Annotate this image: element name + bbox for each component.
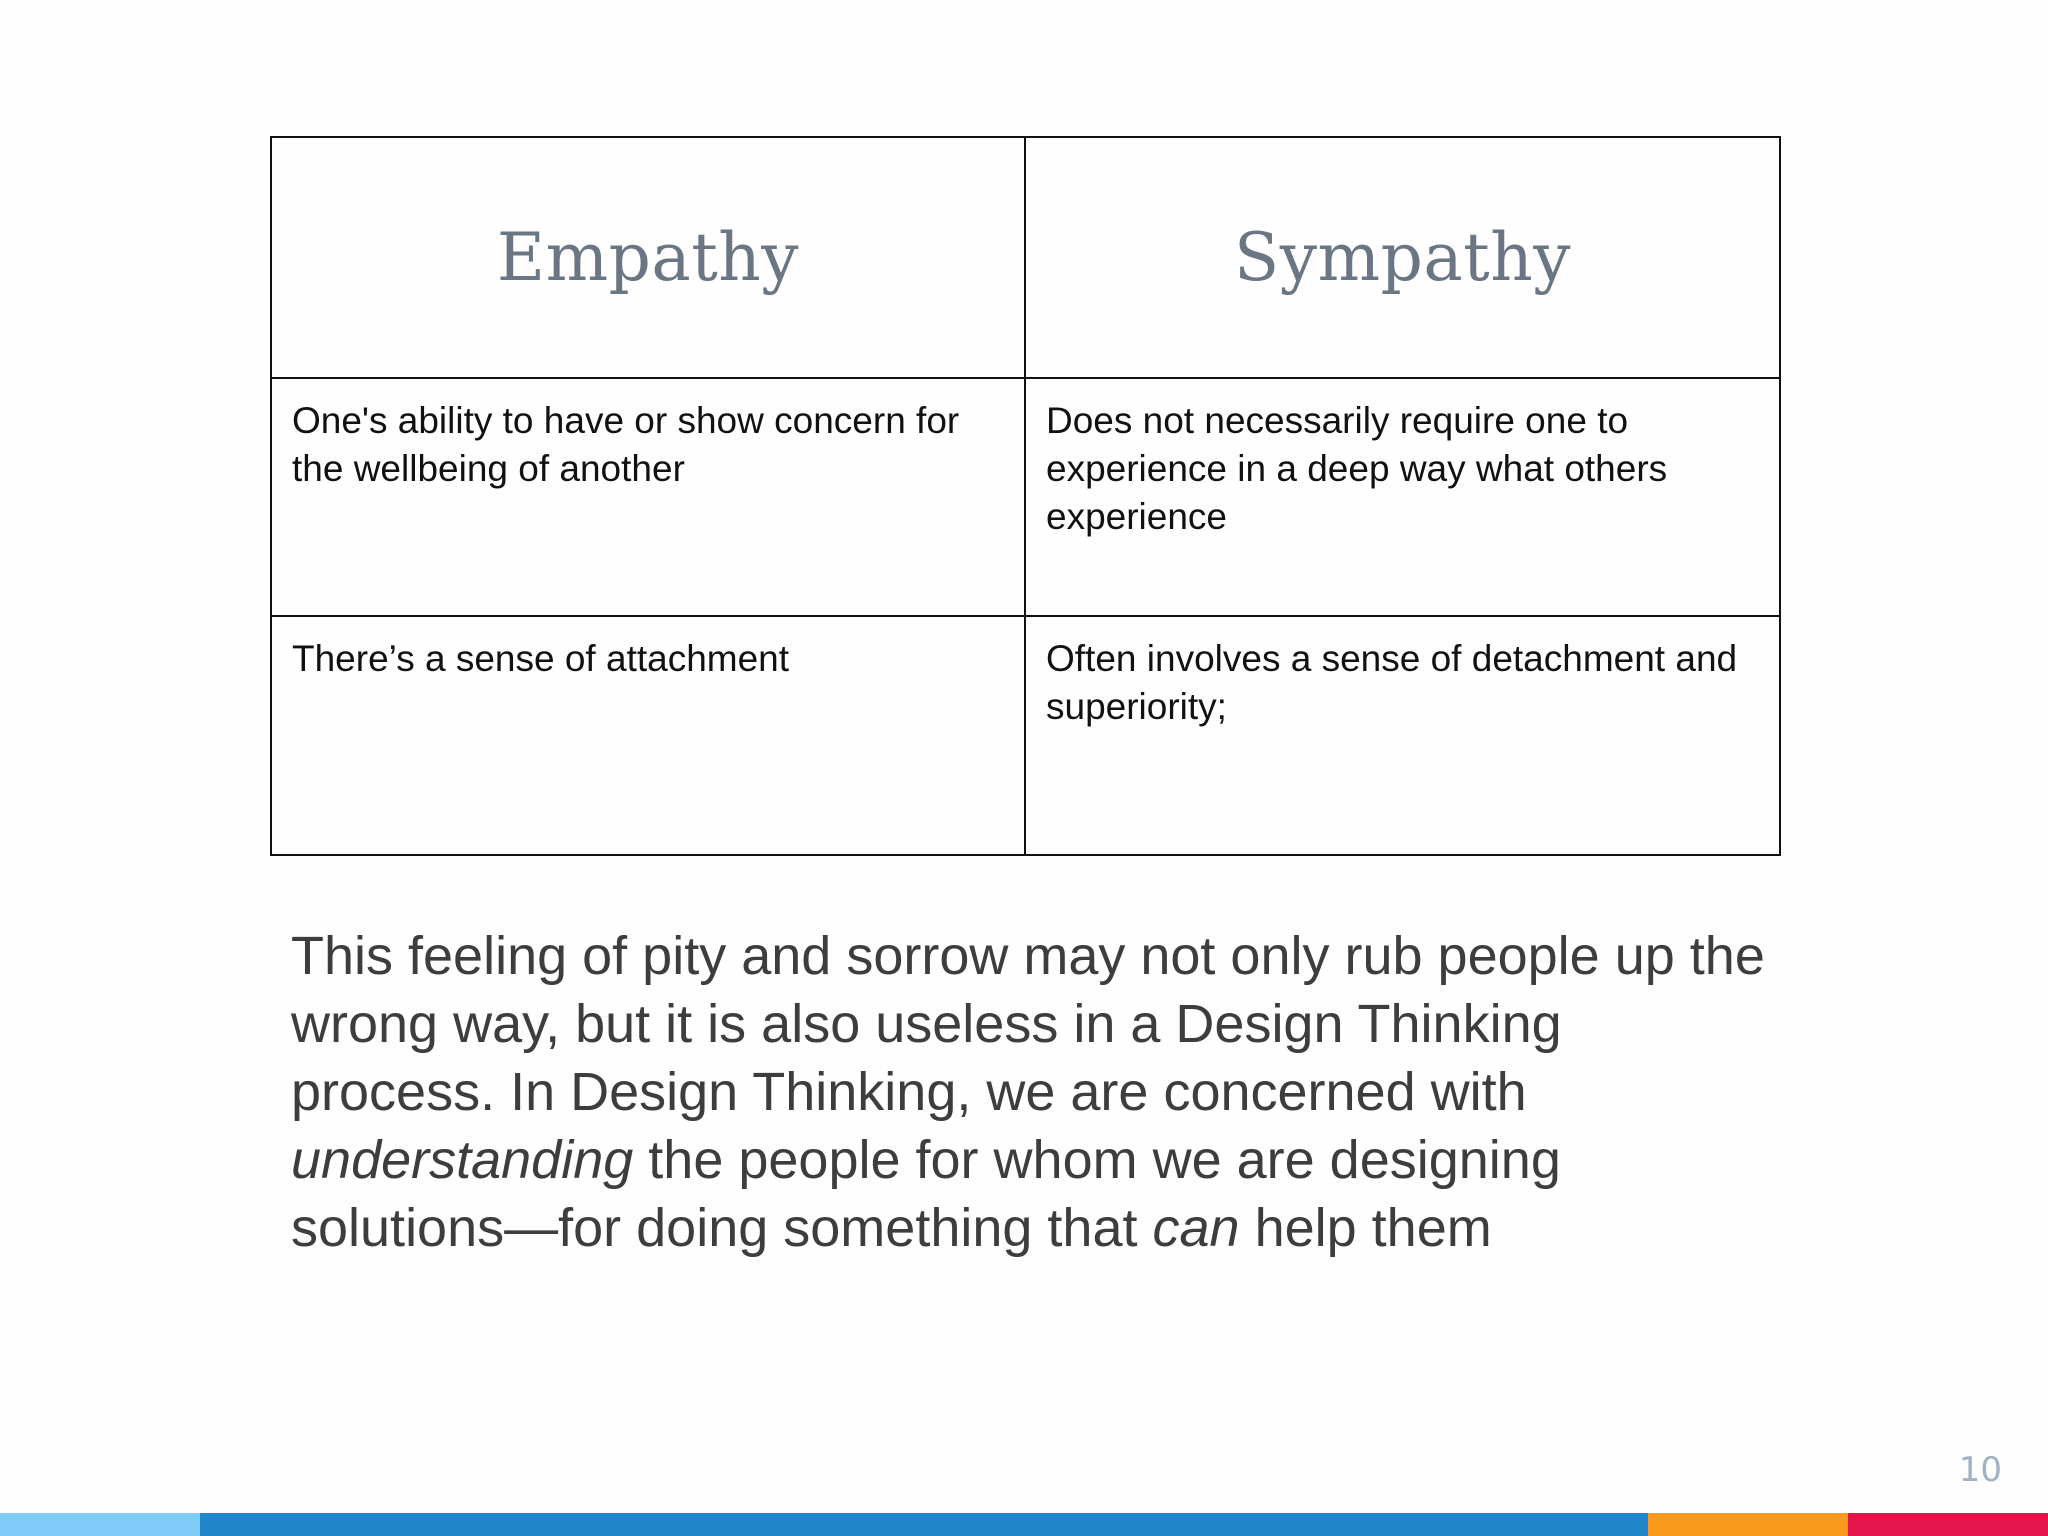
table-row [271,616,1780,855]
footer-segment [0,1513,200,1536]
footer-segment [200,1513,1648,1536]
header-empathy: Empathy [271,137,1025,378]
table-header-row [271,137,1780,378]
header-sympathy: Sympathy [1025,137,1780,378]
empathy-cell: One's ability to have or show concern for the wellbeing of another [271,378,1025,617]
sympathy-cell: Often involves a sense of detachment and superiority; [1025,616,1780,855]
body-text-part: This feeling of pity and sorrow may not only rub people up the wrong way, but it is also useless in a Design Thinking process. In Design Thinking, we are concerned with [291,926,1765,1122]
table-row [271,378,1780,617]
sympathy-cell: Does not necessarily require one to experience in a deep way what others experience [1025,378,1780,617]
body-text-part: help them [1239,1198,1492,1258]
empathy-cell: There’s a sense of attachment [271,616,1025,855]
page-number: 10 [1958,1450,2002,1490]
body-text-part: the people for whom we are designing solutions—for doing something that [291,1130,1561,1258]
body-emphasis: can [1152,1198,1240,1258]
body-paragraph [291,922,1771,1262]
body-emphasis: understanding [291,1130,634,1190]
footer-segment [1848,1513,2048,1536]
footer-color-bar [0,1513,2048,1536]
comparison-table [270,136,1781,856]
footer-segment [1648,1513,1848,1536]
